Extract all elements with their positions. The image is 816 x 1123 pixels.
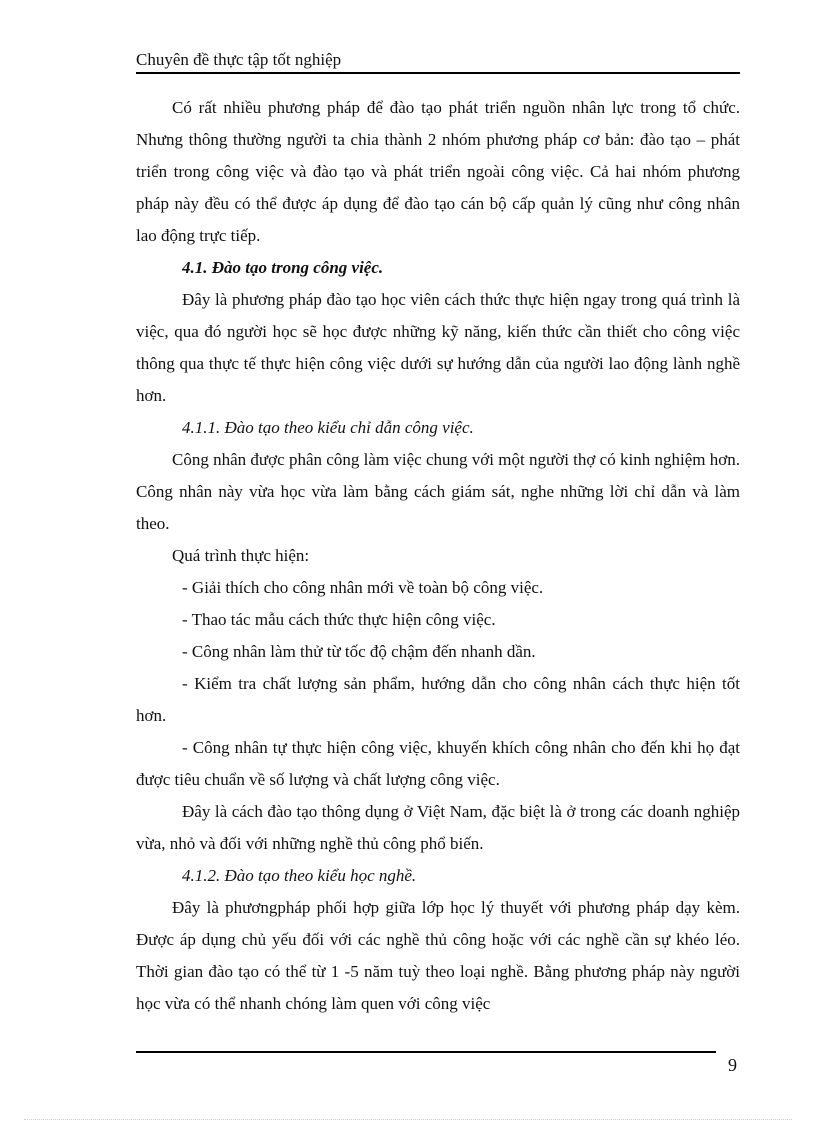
section-4-1-2-heading: 4.1.2. Đào tạo theo kiểu học nghề.	[182, 866, 417, 885]
section-4-1-1-note: Đây là cách đào tạo thông dụng ở Việt Nam, đặc biệt là ở trong các doanh nghiệp vừa, nhỏ và đối với những nghề thủ công phổ biến.	[136, 802, 740, 853]
page-number: 9	[728, 1055, 737, 1075]
section-4-1-paragraph: Đây là phương pháp đào tạo học viên cách thức thực hiện ngay trong quá trình là việc, qua đó người học sẽ học được những kỹ năng, kiến thức cần thiết cho công việc thông qua thực tế thực hiện công việc dưới sự hướng dẫn của người lao động lành nghề hơn.	[136, 290, 740, 405]
process-step: - Công nhân tự thực hiện công việc, khuyến khích công nhân cho đến khi họ đạt được tiêu chuẩn về số lượng và chất lượng công việc.	[136, 738, 740, 789]
process-step: - Kiểm tra chất lượng sản phẩm, hướng dẫn cho công nhân cách thực hiện tốt hơn.	[136, 674, 740, 725]
section-4-1-1-heading: 4.1.1. Đào tạo theo kiểu chỉ dẫn công việc.	[182, 418, 474, 437]
section-4-1-2-paragraph: Đây là phươngpháp phối hợp giữa lớp học lý thuyết với phương pháp dạy kèm. Được áp dụng chủ yếu đối với các nghề thủ công hoặc với các nghề cần sự khéo léo. Thời gian đào tạo có thể từ 1 -5 năm tuỳ theo loại nghề. Bằng phương pháp này người học vừa có thể nhanh chóng làm quen với công việc	[136, 898, 740, 1013]
document-body	[136, 92, 740, 1020]
process-step: - Công nhân làm thử từ tốc độ chậm đến nhanh dần.	[182, 642, 536, 661]
footer-rule	[136, 1051, 716, 1053]
header-title: Chuyên đề thực tập tốt nghiệp	[136, 50, 342, 69]
intro-paragraph: Có rất nhiều phương pháp để đào tạo phát triển nguồn nhân lực trong tổ chức. Nhưng thông thường người ta chia thành 2 nhóm phương pháp cơ bản: đào tạo – phát triển trong công việc và đào tạo và phát triển ngoài công việc. Cả hai nhóm phương pháp này đều có thể được áp dụng để đào tạo cán bộ cấp quản lý cũng như công nhân lao động trực tiếp.	[136, 98, 740, 245]
process-step: - Thao tác mẫu cách thức thực hiện công việc.	[182, 610, 496, 629]
process-step: - Giải thích cho công nhân mới về toàn bộ công việc.	[182, 578, 544, 597]
page-header	[136, 46, 740, 74]
page-edge-dotted-line	[24, 1119, 792, 1120]
section-4-1-heading: 4.1. Đào tạo trong công việc.	[182, 258, 384, 277]
process-label: Quá trình thực hiện:	[172, 546, 310, 565]
section-4-1-1-paragraph: Công nhân được phân công làm việc chung với một người thợ có kinh nghiệm hơn. Công nhân này vừa học vừa làm bằng cách giám sát, nghe những lời chỉ dẫn và làm theo.	[136, 450, 740, 533]
